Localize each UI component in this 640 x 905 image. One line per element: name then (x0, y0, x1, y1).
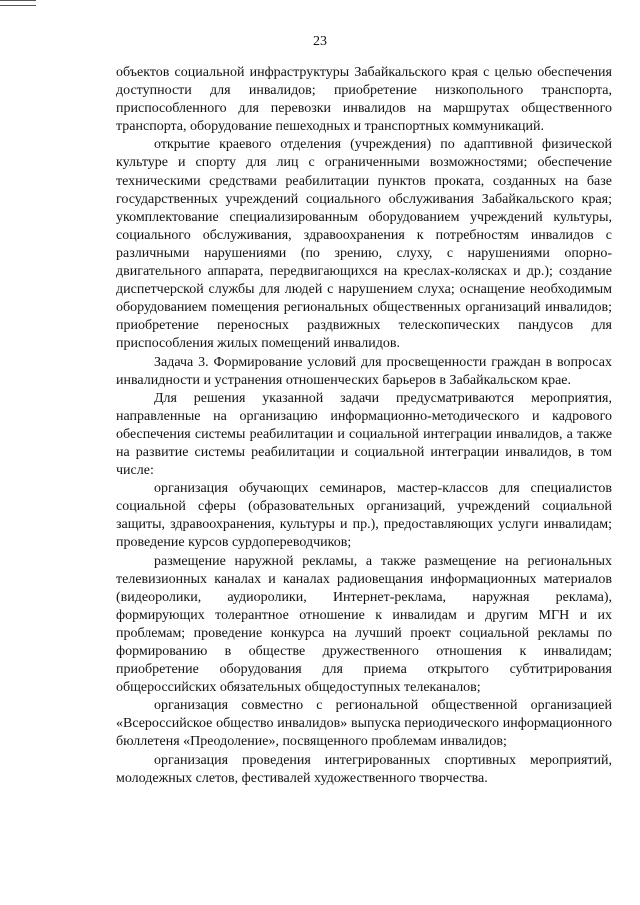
page-number: 23 (313, 34, 327, 49)
task-heading-paragraph: Задача 3. Формирование условий для просвещенности граждан в вопросах инвалидности и устранения отношенческих барьеров в Забайкальском крае. (116, 354, 612, 388)
paragraph: Для решения указанной задачи предусматриваются мероприятия, направленные на организацию информационно-методического и кадрового обеспечения системы реабилитации и социальной интеграции инвалидов, а также на развитие системы реабилитации и социальной интеграции инвалидов, в том числе: (116, 390, 612, 479)
paragraph-continuation: объектов социальной инфраструктуры Забайкальского края с целью обеспечения доступности для инвалидов; приобретение низкопольного транспорта, приспособленного для перевозки инвалидов на маршрутах общественного транспорта, оборудование пешеходных и транспортных коммуникаций. (116, 65, 612, 135)
corner-scan-mark (0, 0, 36, 6)
paragraph: открытие краевого отделения (учреждения) по адаптивной физической культуре и спорту для лиц с ограниченными возможностями; обеспечение техническими средствами реабилитации пунктов проката, созданных на базе государственных учреждений социального обслуживания Забайкальского края; укомплектование специализированным оборудованием учреждений культуры, социального обслуживания, здравоохранения к потребностям инвалидов с различными нарушениями (по зрению, слуху, с нарушениями опорно-двигательного аппарата, передвигающихся на креслах-колясках и др.); создание диспетчерской службы для людей с нарушением слуха; оснащение необходимым оборудованием помещения региональных общественных организаций инвалидов; приобретение переносных раздвижных телескопических пандусов для приспособления жилых помещений инвалидов. (116, 137, 612, 352)
paragraph: организация проведения интегрированных спортивных мероприятий, молодежных слетов, фестивалей художественного творчества. (116, 752, 612, 786)
paragraph: размещение наружной рекламы, а также размещение на региональных телевизионных каналах и каналах радиовещания информационных материалов (видеоролики, аудиоролики, Интернет-реклама, наружная реклама), формирующих толерантное отношение к инвалидам и другим МГН и их проблемам; проведение конкурса на лучший проект социальной рекламы по формированию в обществе дружественного отношения к инвалидам; приобретение оборудования для приема открытого субтитрирования общероссийских обязательных общедоступных телеканалов; (116, 553, 612, 696)
paragraph: организация совместно с региональной общественной организацией «Всероссийское общество инвалидов» выпуска периодического информационного бюллетеня «Преодоление», посвященного проблемам инвалидов; (116, 698, 612, 750)
paragraph: организация обучающих семинаров, мастер-классов для специалистов социальной сферы (образовательных организаций, учреждений социальной защиты, здравоохранения, культуры и пр.), предоставляющих услуги инвалидам; проведение курсов сурдопереводчиков; (116, 481, 612, 551)
document-body (116, 64, 612, 788)
